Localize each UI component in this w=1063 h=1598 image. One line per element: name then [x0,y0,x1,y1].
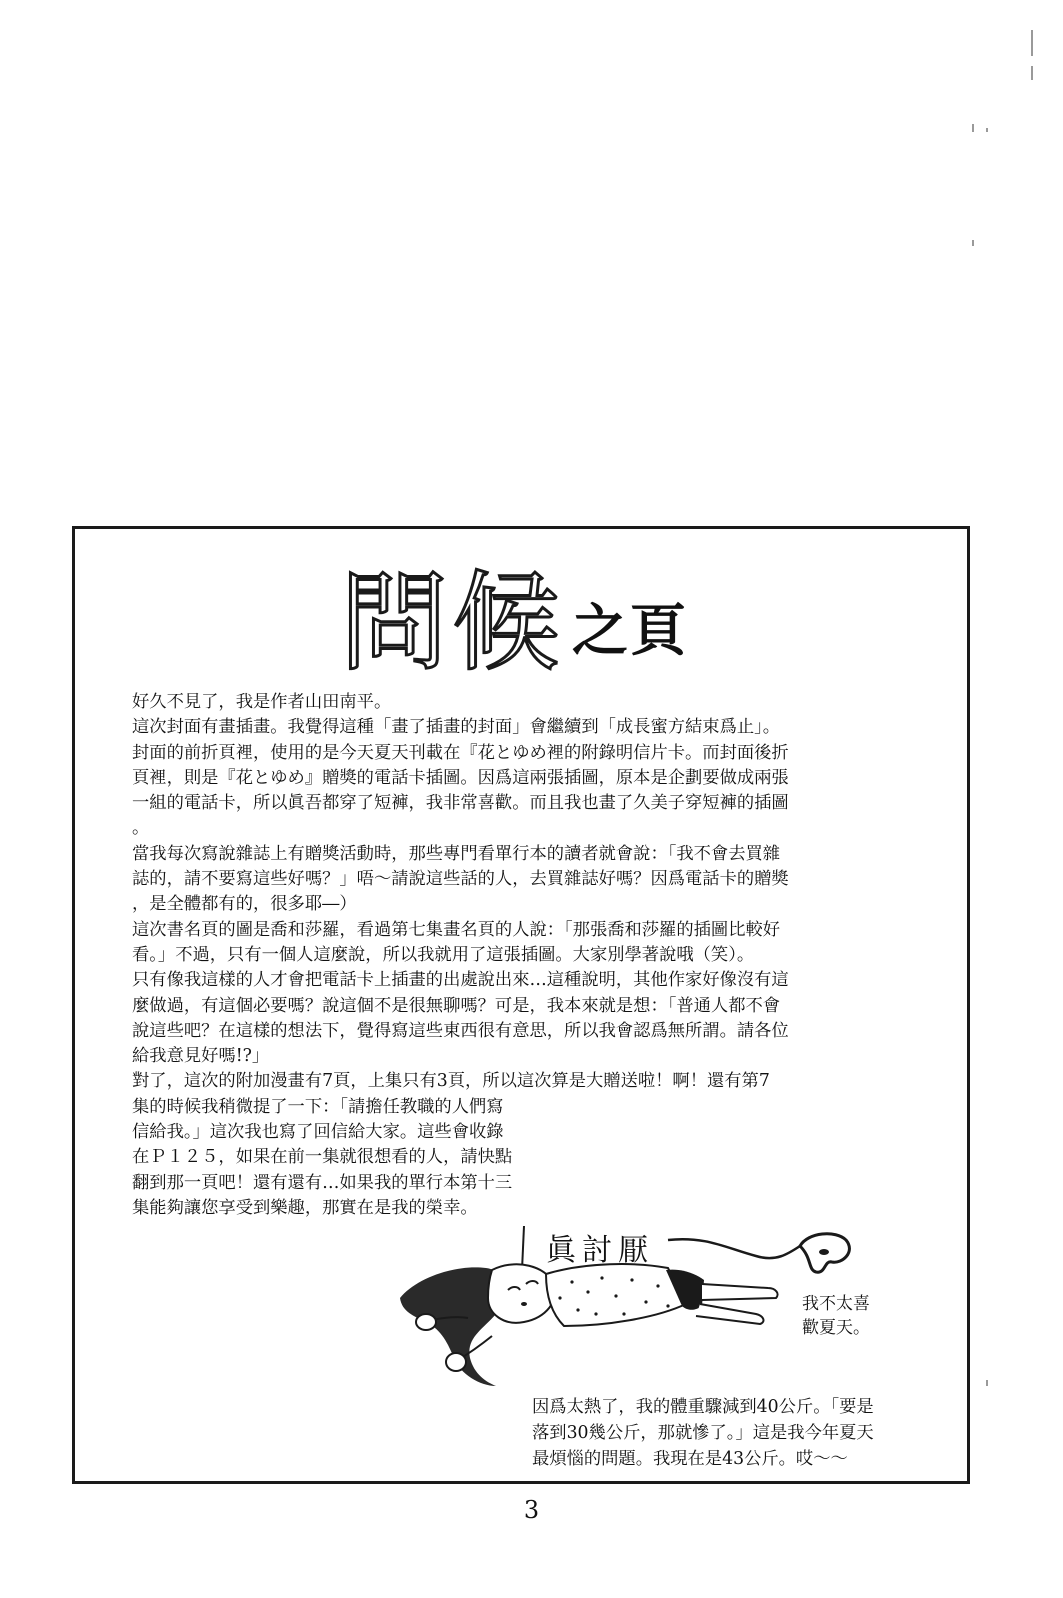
body-line: 一組的電話卡，所以眞吾都穿了短褲，我非常喜歡。而且我也畫了久美子穿短褲的插圖 [132,793,789,814]
caption-line: 最煩惱的問題。我現在是43公斤。哎～～ [532,1449,848,1469]
body-line: 集能夠讓您享受到樂趣，那實在是我的榮幸。 [132,1197,478,1218]
body-line: 翻到那一頁吧！還有還有…如果我的單行本第十三 [132,1172,513,1193]
body-line: 封面的前折頁裡，使用的是今天夏天刊載在『花とゆめ裡的附錄明信片卡。而封面後折 [132,742,789,763]
scan-speck [986,128,988,132]
scan-speck [986,1380,988,1386]
scan-speck [972,124,974,132]
page-number: 3 [523,1496,540,1524]
scan-speck [972,240,974,246]
body-line: 信給我。」這次我也寫了回信給大家。這些會收錄 [132,1122,504,1143]
body-line: 給我意見好嗎!?」 [132,1046,270,1067]
body-line: 這次封面有畫插畫。我覺得這種「畫了插畫的封面」會繼續到「成長蜜方結束爲止」。 [132,717,781,738]
scan-speck [1031,66,1033,80]
note-line: 歡夏天。 [802,1318,870,1338]
body-line: 說這些吧？在這樣的想法下，覺得寫這些東西很有意思，所以我會認爲無所謂。請各位 [132,1020,789,1041]
caption-line: 落到30幾公斤，那就慘了。」這是我今年夏天 [532,1423,874,1443]
note-line: 我不太喜 [802,1294,870,1314]
speech-text: 眞討厭 [546,1233,654,1268]
body-line: 頁裡，則是『花とゆめ』贈獎的電話卡插圖。因爲這兩張插圖，原本是企劃要做成兩張 [132,767,789,788]
side-note [802,1292,870,1340]
body-line: 當我每次寫說雜誌上有贈獎活動時，那些專門看單行本的讀者就會說：「我不會去買雜 [132,843,781,864]
illustration-caption [532,1394,952,1472]
greeting-body [132,690,944,1221]
body-line: 對了，這次的附加漫畫有7頁，上集只有3頁，所以這次算是大贈送啦！啊！還有第7 [132,1071,770,1092]
scan-speck [1031,30,1033,56]
body-line: 只有像我這樣的人才會把電話卡上插畫的出處說出來…這種說明，其他作家好像沒有這 [132,970,789,991]
body-line: 好久不見了，我是作者山田南平。 [132,692,392,712]
body-line: 這次書名頁的圖是喬和莎羅，看過第七集畫名頁的人說：「那張喬和莎羅的插圖比較好 [132,919,781,940]
body-line: 誌的，請不要寫這些好嗎？」唔～請說這些話的人，去買雜誌好嗎？因爲電話卡的贈獎 [132,869,789,890]
body-line: 。 [132,818,150,839]
body-line: ，是全體都有的，很多耶―） [132,894,357,915]
title-main: 問候 [340,561,565,686]
page-title [340,548,689,686]
body-line: 看。」不過，只有一個人這麼說，所以我就用了這張插圖。大家別學著說哦（笑）。 [132,944,755,965]
body-line: 麼做過，有這個必要嗎？說這個不是很無聊嗎？可是，我本來就是想：「普通人都不會 [132,995,781,1016]
caption-line: 因爲太熱了，我的體重驟減到40公斤。「要是 [532,1397,874,1417]
body-line: 集的時候我稍微提了一下：「請擔任教職的人們寫 [132,1096,504,1117]
title-sub: 之頁 [572,599,689,664]
body-line: 在Ｐ１２５，如果在前一集就很想看的人，請快點 [132,1147,513,1168]
